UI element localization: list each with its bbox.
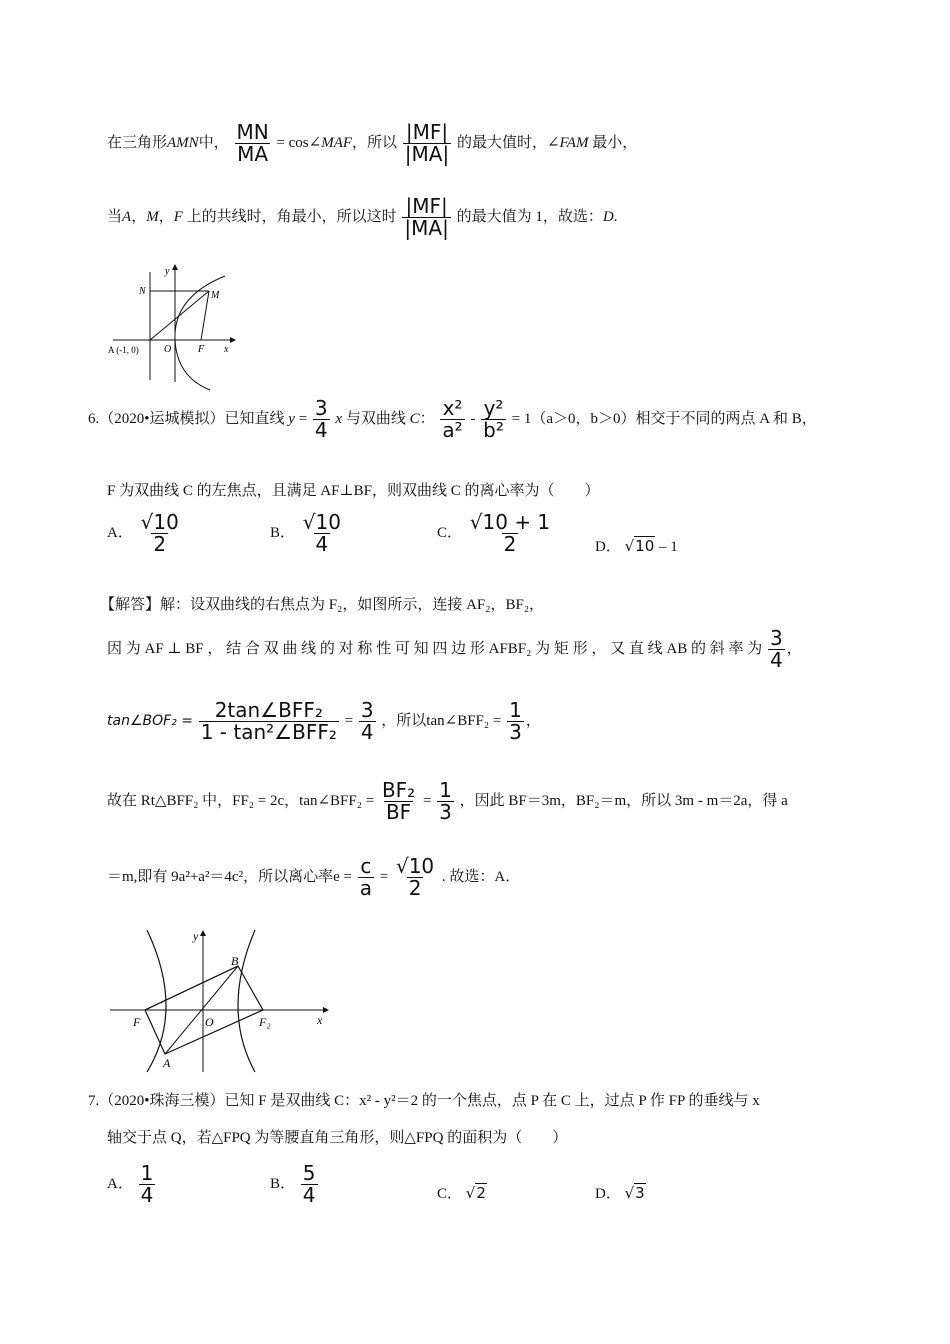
label-B: B	[231, 954, 239, 968]
fraction	[507, 700, 524, 743]
text: ，因此 BF＝3m，BF₂＝m，所以 3m - m＝2a，得 a	[459, 792, 788, 809]
denominator: 4	[140, 1183, 154, 1207]
right-branch	[238, 930, 255, 1072]
question-7-line-2: 轴交于点 Q，若△FPQ 为等腰直角三角形，则△FPQ 的面积为（ ）	[107, 1130, 568, 1146]
denominator: 4	[360, 720, 374, 744]
fraction	[301, 512, 343, 555]
text: ，	[786, 640, 802, 657]
fraction	[403, 122, 451, 165]
text: C	[409, 410, 420, 427]
text: =	[379, 868, 389, 885]
segment-MF	[201, 291, 209, 340]
numerator: 3	[769, 626, 783, 650]
text: tan∠BOF₂ =	[107, 712, 193, 729]
solution-line-2	[107, 196, 617, 239]
text: = cos∠	[276, 134, 322, 151]
fraction	[440, 398, 464, 441]
radicand: 2	[476, 1184, 486, 1202]
q6-option-c[interactable]	[437, 512, 554, 555]
x-axis-arrow	[230, 337, 236, 343]
text: F	[173, 208, 183, 225]
numerator: √10	[140, 510, 179, 534]
fraction	[394, 856, 436, 899]
text: 6.（2020•运城模拟）已知直线	[88, 410, 289, 427]
sqrt: √3	[624, 1184, 645, 1202]
text: ，所以	[352, 134, 398, 151]
label-O: O	[164, 344, 172, 355]
numerator: |MF|	[405, 120, 449, 144]
text: ＝m,即有 9a²+a²＝4c²，所以离心率e =	[107, 868, 352, 885]
label-M: M	[211, 290, 220, 301]
numerator: |MF|	[405, 194, 448, 218]
option-label: C．	[437, 1186, 463, 1202]
text: ，	[525, 712, 541, 729]
q6-option-a[interactable]	[107, 512, 183, 555]
radicand: 3	[635, 1184, 645, 1202]
numerator: 1	[140, 1161, 154, 1185]
denominator: 4	[315, 532, 329, 556]
sqrt: √10	[624, 537, 655, 555]
text: MAF	[321, 134, 353, 151]
fraction	[768, 628, 785, 671]
fraction	[358, 856, 374, 899]
denominator: 4	[314, 418, 328, 442]
denominator: 2	[503, 532, 517, 556]
option-label: D．	[595, 1186, 621, 1202]
denominator: 2	[153, 532, 167, 556]
text: A	[122, 208, 132, 225]
x-axis-arrow	[323, 1007, 329, 1013]
denominator: |MA|	[404, 216, 449, 240]
label-N: N	[139, 286, 146, 297]
text: ，	[158, 208, 174, 225]
fraction	[380, 780, 417, 823]
option-label: C．	[437, 524, 463, 541]
y-axis-arrow	[200, 930, 206, 936]
text: FAM	[559, 134, 589, 151]
option-label: B．	[270, 524, 296, 541]
numerator: c	[360, 854, 372, 878]
denominator: 2	[408, 876, 422, 900]
text: 当	[107, 208, 123, 225]
numerator: 5	[302, 1161, 316, 1185]
text: -	[470, 410, 480, 427]
text: =	[344, 712, 354, 729]
q7-option-b[interactable]	[270, 1163, 320, 1206]
text: y	[288, 410, 295, 427]
text: ，	[131, 208, 147, 225]
label-y: y	[193, 929, 199, 943]
segment-AM	[150, 291, 209, 340]
text: 最小，	[588, 134, 638, 151]
hyperbola-figure	[105, 926, 340, 1076]
label-A: A	[163, 1056, 171, 1070]
text: 的最大值为 1，故选：	[456, 208, 603, 225]
numerator: y²	[483, 396, 504, 420]
solution-6-line-4	[107, 780, 788, 823]
numerator: BF₂	[381, 778, 416, 802]
question-7-line-1: 7.（2020•珠海三模）已知 F 是双曲线 C：x² - y²＝2 的一个焦点，点 P 在 C 上，过点 P 作 FP 的垂线与 x	[88, 1093, 760, 1109]
fraction	[437, 780, 454, 823]
question-6-line-1	[88, 398, 817, 441]
denominator: BF	[385, 800, 412, 824]
text: 的最大值时，∠	[456, 134, 560, 151]
fraction	[468, 512, 552, 555]
text: .	[613, 208, 618, 225]
text: M	[146, 208, 159, 225]
option-label: B．	[270, 1175, 296, 1192]
denominator: 4	[302, 1183, 316, 1207]
label-x: x	[224, 344, 229, 355]
fraction	[313, 398, 330, 441]
numerator: MN	[236, 120, 269, 144]
fraction	[481, 398, 506, 441]
text: x	[335, 410, 343, 427]
fraction	[139, 1163, 156, 1206]
fraction	[359, 700, 376, 743]
text: 中，	[198, 134, 229, 151]
label-O: O	[205, 1015, 214, 1029]
option-label: A．	[107, 1175, 133, 1192]
text: ，所以tan∠BFF₂ =	[381, 712, 502, 729]
denominator: |MA|	[404, 142, 450, 166]
denominator: a²	[442, 418, 463, 442]
label-A: A (-1, 0)	[108, 345, 139, 355]
numerator: √10	[395, 854, 435, 878]
q7-option-d[interactable]	[595, 1182, 646, 1203]
q7-option-c[interactable]	[437, 1182, 487, 1203]
text: 上的共线时，角最小，所以这时	[182, 208, 397, 225]
numerator: 1	[509, 698, 522, 722]
q6-option-d[interactable]	[595, 535, 678, 556]
fraction	[139, 512, 181, 555]
solution-6-line-1: 【解答】解：设双曲线的右焦点为 F₂，如图所示，连接 AF₂，BF₂，	[100, 597, 545, 613]
solution-line-1	[107, 122, 637, 165]
text: ：	[419, 410, 435, 427]
text: = 1（a＞0，b＞0）相交于不同的两点 A 和 B，	[511, 410, 817, 427]
denominator: 3	[439, 800, 452, 824]
fraction	[402, 196, 450, 239]
question-6-line-2: F 为双曲线 C 的左焦点，且满足 AF⊥BF，则双曲线 C 的离心率为（ ）	[107, 483, 600, 499]
text: . 故选：A．	[441, 868, 521, 885]
text: 在三角形	[107, 134, 168, 151]
denominator: 1 - tan²∠BFF₂	[200, 720, 337, 744]
denominator: 3	[509, 720, 522, 744]
y-axis-arrow	[172, 264, 178, 270]
text: 因 为 AF ⊥ BF ， 结 合 双 曲 线 的 对 称 性 可 知 四 边 形 AFBF₂ 为 矩 形 ， 又 直 线 AB 的 斜 率 为	[107, 640, 763, 657]
text: – 1	[655, 539, 678, 555]
numerator: 3	[314, 396, 328, 420]
q7-option-a[interactable]	[107, 1163, 157, 1206]
text: =	[294, 410, 311, 427]
text: =	[422, 792, 432, 809]
sqrt: √2	[465, 1184, 486, 1202]
numerator: 1	[439, 778, 452, 802]
option-label: D．	[595, 539, 621, 555]
text: AMN	[167, 134, 199, 151]
solution-6-line-3	[107, 700, 541, 743]
fraction	[234, 122, 270, 165]
numerator: √10	[302, 510, 341, 534]
fraction	[199, 700, 339, 743]
label-F: F	[198, 344, 205, 355]
text: D	[602, 208, 614, 225]
label-x: x	[317, 1013, 323, 1027]
text: 与双曲线	[342, 410, 410, 427]
denominator: 4	[769, 648, 783, 672]
radicand: 10	[635, 537, 655, 555]
numerator: 2tan∠BFF₂	[214, 698, 323, 722]
text: 故在 Rt△BFF₂ 中，FF₂ = 2c，tan∠BFF₂ =	[107, 792, 375, 809]
q6-option-b[interactable]	[270, 512, 345, 555]
parabola-figure	[105, 262, 245, 392]
numerator: 3	[360, 698, 374, 722]
option-label: A．	[107, 524, 133, 541]
denominator: b²	[483, 418, 504, 442]
numerator: x²	[442, 396, 463, 420]
denominator: MA	[237, 142, 269, 166]
solution-6-line-2	[107, 628, 802, 671]
fraction	[301, 1163, 318, 1206]
solution-6-line-5	[107, 856, 520, 899]
numerator: √10 + 1	[469, 510, 551, 534]
label-y: y	[165, 266, 170, 277]
label-F: F	[133, 1015, 141, 1029]
denominator: a	[359, 876, 372, 900]
label-F2: F₂	[259, 1015, 271, 1029]
segment-FB	[145, 966, 238, 1010]
